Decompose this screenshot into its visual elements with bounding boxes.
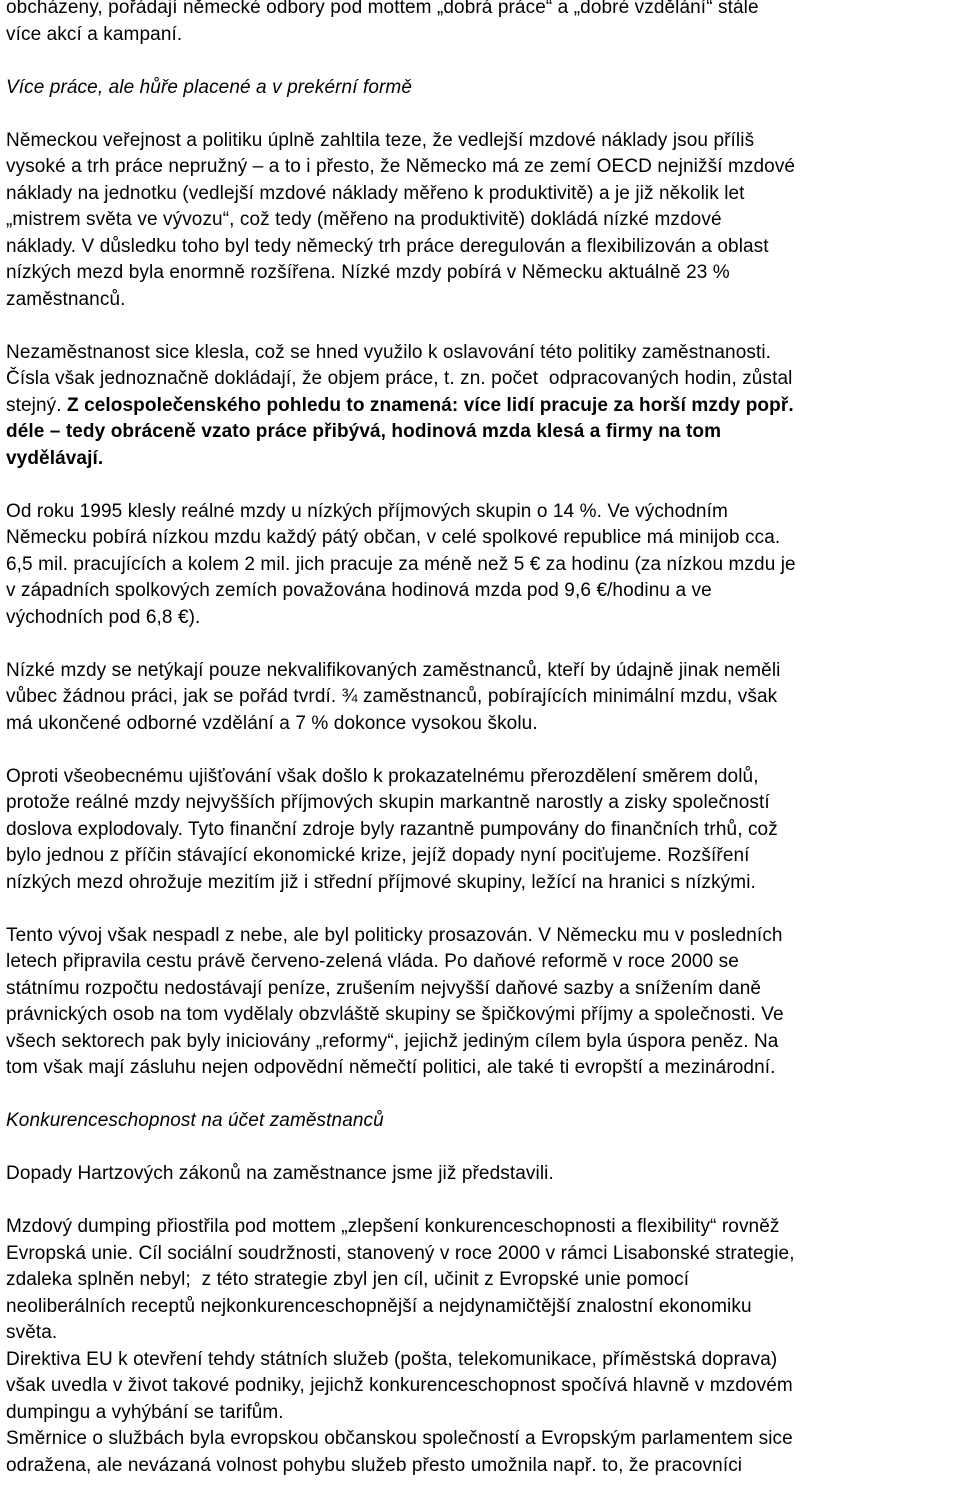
text-line: v západních spolkových zemích považována hodinová mzda pod 9,6 €/hodinu a ve	[6, 580, 712, 601]
bold-conclusion: Z celospolečenského pohledu to znamená: více lidí pracuje za horší mzdy popř.	[67, 394, 794, 416]
text-line: obcházeny, pořádají německé odbory pod mottem „dobrá práce“ a „dobré vzdělání“ stále	[6, 0, 759, 18]
text-line: 6,5 mil. pracujících a kolem 2 mil. jich pracuje za méně než 5 € za hodinu (za nízkou mzdu je	[6, 553, 796, 575]
paragraph-redistribution	[6, 764, 958, 897]
bold-conclusion: déle – tedy obráceně vzato práce přibývá, hodinová mzda klesá a firmy na tom	[6, 421, 722, 442]
text-line: nízkých mezd ohrožuje mezitím již i střední příjmové skupiny, ležící na hranici s nízkými.	[6, 871, 756, 893]
text-line: Mzdový dumping přiostřila pod mottem „zlepšení konkurenceschopnosti a flexibility“ rovněž	[6, 1216, 780, 1237]
text-line: „mistrem světa ve vývozu“, což tedy (měřeno na produktivitě) dokládá nízké mzdové	[6, 209, 722, 230]
text-line: Německu pobírá nízkou mzdu každý pátý občan, v celé spolkové republice má minijob cca.	[6, 527, 781, 548]
section-heading-more-work: Více práce, ale hůře placené a v prekérní formě	[6, 76, 413, 98]
text-line: Nezaměstnanost sice klesla, což se hned využilo k oslavování této politiky zaměstnanosti.	[6, 341, 772, 363]
text-line: odražena, ale nevázaná volnost pohybu služeb přesto umožnila např. to, že pracovníci	[6, 1454, 743, 1476]
text-line: Směrnice o službách byla evropskou občanskou společností a Evropským parlamentem sice	[6, 1428, 793, 1449]
text-line: Nízké mzdy se netýkají pouze nekvalifikovaných zaměstnanců, kteří by údajně jinak neměli	[6, 659, 781, 681]
text-line: vůbec žádnou práci, jak se pořád tvrdí. ¾ zaměstnanců, pobírajících minimální mzdu, však	[6, 686, 778, 707]
text-line: vysoké a trh práce nepružný – a to i přesto, že Německo má ze zemí OECD nejnižší mzdové	[6, 156, 796, 177]
section-heading-competitiveness: Konkurenceschopnost na účet zaměstnanců	[6, 1110, 384, 1131]
text-line: všech sektorech pak byly iniciovány „reformy“, jejichž jediným cílem byla úspora peněz. Na	[6, 1030, 779, 1052]
text-line: náklady. V důsledku toho byl tedy německý trh práce deregulován a flexibilizován a oblast	[6, 235, 769, 257]
text-line: Německou veřejnost a politiku úplně zahltila teze, že vedlejší mzdové náklady jsou příliš	[6, 129, 755, 151]
text-line: doslova explodovaly. Tyto finanční zdroje byly razantně pumpovány do finančních trhů, což	[6, 818, 778, 840]
text-line: protože reálné mzdy nejvyšších příjmových skupin markantně narostly a zisky společností	[6, 792, 770, 813]
text-line: má ukončené odborné vzdělání a 7 % dokonce vysokou školu.	[6, 712, 538, 734]
text-line	[6, 393, 958, 420]
text-line: Od roku 1995 klesly reálné mzdy u nízkých příjmových skupin o 14 %. Ve východním	[6, 500, 728, 522]
paragraph-intro-continuation	[6, 0, 958, 48]
paragraph-eu-directive	[6, 1347, 958, 1427]
paragraph-wage-dumping	[6, 1214, 958, 1347]
bold-conclusion: vydělávají.	[6, 447, 104, 469]
text-line: Oproti všeobecnému ujišťování však došlo k prokazatelnému přerozdělení směrem dolů,	[6, 765, 759, 787]
paragraph-real-wages	[6, 499, 958, 632]
paragraph-qualified-workers	[6, 658, 958, 738]
paragraph-labour-costs	[6, 128, 958, 314]
text-line: více akcí a kampaní.	[6, 23, 183, 45]
text-line: Tento vývoj však nespadl z nebe, ale byl politicky prosazován. V Německu mu v posledních	[6, 924, 783, 946]
paragraph-political-development	[6, 923, 958, 1082]
text-line: východních pod 6,8 €).	[6, 606, 201, 628]
text-line: Čísla však jednoznačně dokládají, že objem práce, t. zn. počet odpracovaných hodin, zůstal	[6, 368, 793, 389]
text-line: Evropská unie. Cíl sociální soudržnosti, stanovený v roce 2000 v rámci Lisabonské strategie,	[6, 1242, 795, 1264]
text-line: zdaleka splněn nebyl; z této strategie zbyl jen cíl, učinit z Evropské unie pomocí	[6, 1269, 690, 1290]
paragraph-hartz: Dopady Hartzových zákonů na zaměstnance jsme již představili.	[6, 1163, 554, 1184]
text-line: nízkých mezd byla enormně rozšířena. Nízké mzdy pobírá v Německu aktuálně 23 %	[6, 262, 730, 283]
document-page	[6, 0, 958, 1479]
text-line: letech připravila cestu právě červeno-zelená vláda. Po daňové reformě v roce 2000 se	[6, 951, 739, 972]
text-line: světa.	[6, 1322, 58, 1343]
text-run: stejný.	[6, 394, 67, 416]
text-line: tom však mají zásluhu nejen odpovědní němečtí politici, ale také ti evropští a mezinárodní.	[6, 1057, 776, 1078]
text-line: právnických osob na tom vydělaly obzvláště skupiny se špičkovými příjmy a společnosti. Ve	[6, 1004, 784, 1025]
text-line: však uvedla v život takové podniky, jejichž konkurenceschopnost spočívá hlavně v mzdovém	[6, 1375, 793, 1396]
text-line: zaměstnanců.	[6, 288, 126, 310]
paragraph-services-directive	[6, 1426, 958, 1479]
text-line: Direktiva EU k otevření tehdy státních služeb (pošta, telekomunikace, příměstská doprava)	[6, 1348, 778, 1370]
text-line: dumpingu a vyhýbání se tarifům.	[6, 1401, 284, 1423]
text-line: bylo jednou z příčin stávající ekonomické krize, jejíž dopady nyní pociťujeme. Rozšíření	[6, 845, 750, 866]
text-line: neoliberálních receptů nejkonkurenceschopnější a nejdynamičtější znalostní ekonomiku	[6, 1295, 752, 1317]
text-line: náklady na jednotku (vedlejší mzdové náklady měřeno k produktivitě) a je již několik let	[6, 182, 745, 204]
text-line: státnímu rozpočtu nedostávají peníze, zrušením nejvyšší daňové sazby a snížením daně	[6, 977, 762, 999]
paragraph-unemployment	[6, 340, 958, 473]
